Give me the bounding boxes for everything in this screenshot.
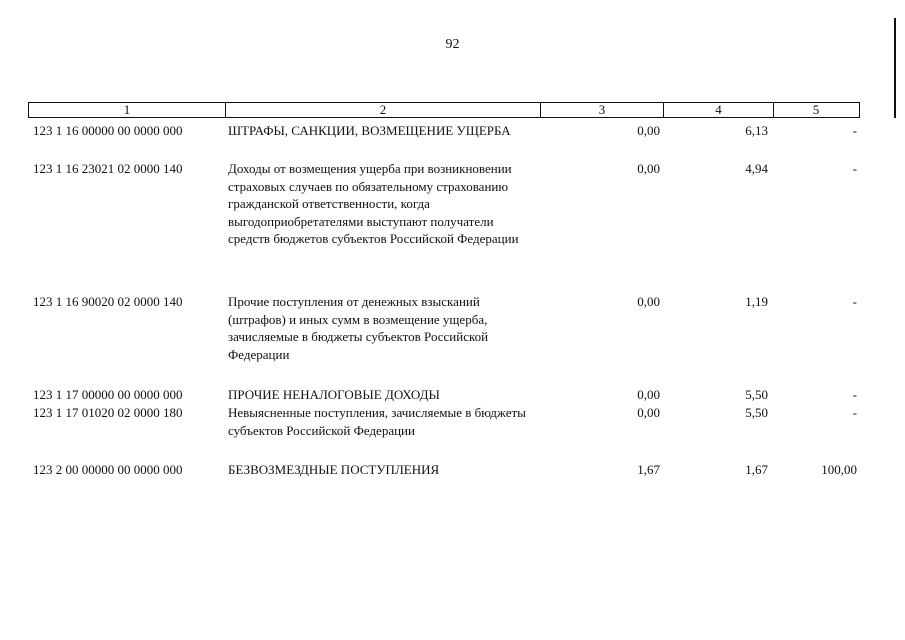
row-value-col5: - (852, 161, 857, 176)
header-col-5: 5 (773, 103, 858, 117)
header-col-4: 4 (663, 103, 773, 117)
row-code: 123 2 00 00000 00 0000 000 (33, 462, 183, 477)
header-col-3: 3 (540, 103, 663, 117)
row-value-col3: 0,00 (637, 161, 660, 176)
table-header (28, 102, 860, 118)
row-value-col4: 4,94 (745, 161, 768, 176)
row-code: 123 1 16 00000 00 0000 000 (33, 123, 183, 138)
row-value-col3: 0,00 (637, 405, 660, 420)
row-value-col4: 6,13 (745, 123, 768, 138)
row-name: ШТРАФЫ, САНКЦИИ, ВОЗМЕЩЕНИЕ УЩЕРБА (228, 123, 511, 138)
row-value-col3: 0,00 (637, 387, 660, 402)
row-name: Доходы от возмещения ущерба при возникновении страховых случаев по обязательному страхованию гражданской ответственности, когда выгодоприобретателями выступают получатели средств бюджетов субъектов Российской Федерации (228, 161, 519, 246)
row-value-col5: - (852, 405, 857, 420)
row-code: 123 1 16 90020 02 0000 140 (33, 294, 183, 309)
header-col-2: 2 (225, 103, 540, 117)
row-code: 123 1 16 23021 02 0000 140 (33, 161, 183, 176)
row-value-col5: - (852, 387, 857, 402)
row-value-col4: 5,50 (745, 405, 768, 420)
row-code: 123 1 17 01020 02 0000 180 (33, 405, 183, 420)
row-value-col4: 5,50 (745, 387, 768, 402)
row-name: Невыясненные поступления, зачисляемые в бюджеты субъектов Российской Федерации (228, 405, 526, 438)
row-value-col4: 1,67 (745, 462, 768, 477)
page-number: 92 (445, 37, 460, 52)
header-col-1: 1 (123, 102, 131, 117)
row-value-col5: - (852, 123, 857, 138)
row-value-col5: 100,00 (821, 462, 857, 477)
row-value-col3: 0,00 (637, 123, 660, 138)
row-value-col3: 0,00 (637, 294, 660, 309)
page-edge-line (894, 18, 896, 118)
row-value-col5: - (852, 294, 857, 309)
row-name: БЕЗВОЗМЕЗДНЫЕ ПОСТУПЛЕНИЯ (228, 462, 440, 477)
row-name: Прочие поступления от денежных взысканий (штрафов) и иных сумм в возмещение ущерба, зачисляемые в бюджеты субъектов Российской Федерации (228, 294, 489, 362)
row-value-col3: 1,67 (637, 462, 660, 477)
row-code: 123 1 17 00000 00 0000 000 (33, 387, 183, 402)
row-name: ПРОЧИЕ НЕНАЛОГОВЫЕ ДОХОДЫ (228, 387, 440, 402)
row-value-col4: 1,19 (745, 294, 768, 309)
